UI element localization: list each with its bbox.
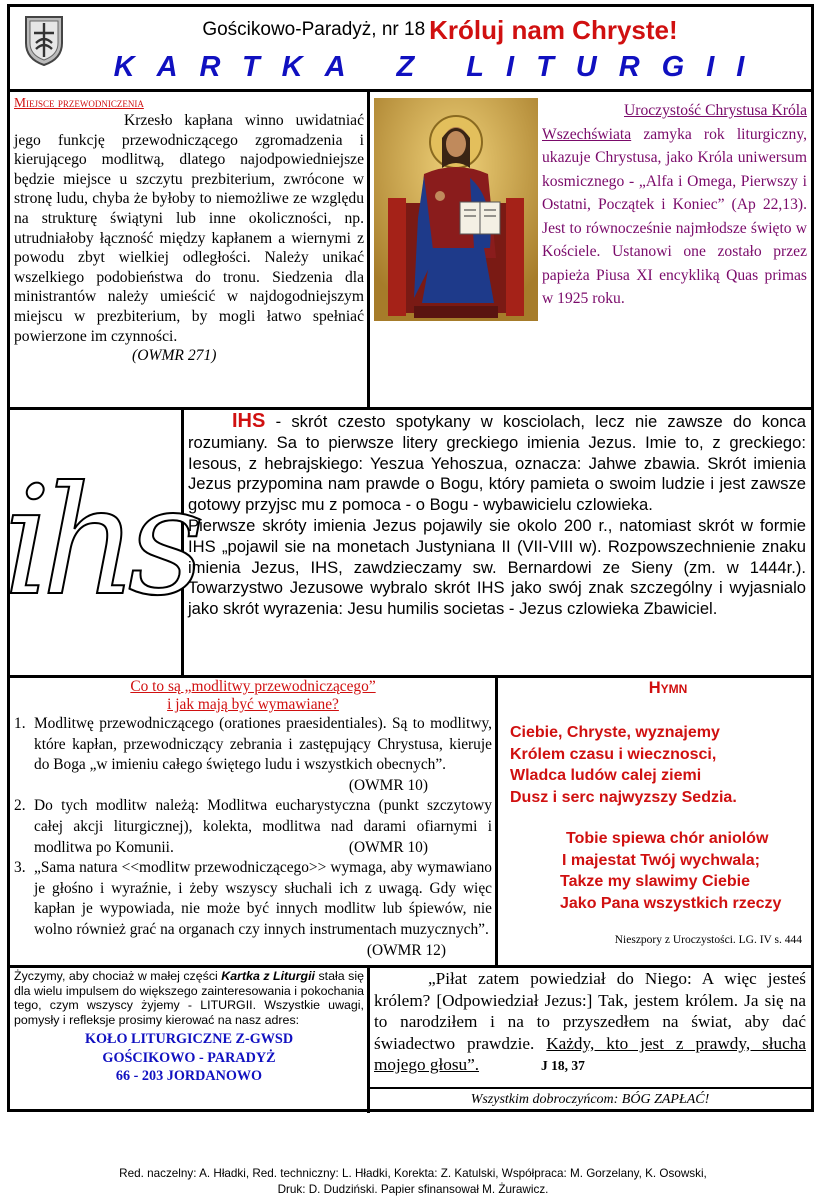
ihs-paragraph-1 [188, 411, 806, 516]
page-frame [3, 4, 814, 1112]
logo [22, 13, 66, 67]
divider [367, 965, 370, 1113]
place-issue: Gościkowo-Paradyż, nr 18 [202, 19, 426, 40]
hymn-line: Dusz i serc najwyzszy Sedzia. [510, 788, 737, 806]
uroczystosc-lead: Uroczystość Chrystusa Króla Wszechświata [542, 102, 807, 143]
modlitwy-list [14, 714, 492, 961]
item-number: 2. [14, 797, 26, 815]
item-text: „Sama natura <<modlitw przewodniczącego>> wymaga, aby wymawiano je głośno i wyraźnie, i żeby wszyscy słuchali ich z uwagą. Gdy więc kapłan je wypowiada, nie może być innych modlitw lub śpiewów, nie wolno również grać na organach czy innych instrumentach muzycznych”. [34, 859, 492, 938]
hymn-stanza-1 [500, 722, 806, 808]
miejsce-text: Krzesło kapłana winno uwidatniać jego funkcję przewodniczącego zgromadzenia i kierującego modlitwą, dlatego najodpowiedniejsze będzie miejsce u szczytu prezbiterium, zwrócone w stronę ludu, chyba że byłoby to niemożliwe ze względu na strukturę świątyni lub inne okoliczności, np. utrudniałoby łączność między kapłanem a wiernymi z powodu zbyt wielkiej odległości. Należy unikać wszelkiego podobieństwa do tronu. Siedzenia dla ministrantów należy umieścić w najdogodniejszym miejscu w prezbiterium, by mogli łatwo spełniać powierzone im czynności. [14, 112, 364, 345]
hymn-line: Takze my slawimy Ciebie [560, 873, 751, 890]
christ-king-icon-painting [374, 98, 538, 321]
hymn-line: Ciebie, Chryste, wyznajemy [510, 724, 720, 741]
address [14, 1030, 364, 1086]
pilat-underlined: Każdy, kto jest z prawdy, słucha mojego głosu”. [374, 1033, 806, 1075]
ihs-monogram-icon: ihs [3, 455, 195, 629]
ihs-monogram [3, 427, 195, 657]
item-number: 3. [14, 859, 26, 877]
pilat-text: „Piłat zatem powiedział do Niego: A więc jesteś królem? [Odpowiedział Jezus:] Tak, jestem królem. Ja się na to narodziłem i na to przyszedłem na świat, aby dać świadectwo prawdzie. [374, 969, 806, 1053]
motto: Króluj nam Chryste! [429, 15, 678, 45]
zyczymy-text [14, 969, 364, 1027]
item-source: (OWMR 10) [348, 776, 428, 794]
modlitwy-section [14, 678, 492, 961]
hymn-line: Tobie spiewa chór aniolów [566, 830, 769, 847]
hymn-heading: Hymn [648, 679, 688, 697]
item-text: Modlitwę przewodniczącego (orationes praesidentiales). Są to modlitwy, które kapłan, przewodniczący zebrania i zastępujący Chrystusa, kieruje do Boga „w imieniu całego świętego ludu i wszystkich obecnych”. [34, 715, 492, 774]
ihs-text [188, 411, 806, 620]
item-source: (OWMR 10) [348, 838, 428, 856]
address-line: 66 - 203 JORDANOWO [115, 1068, 263, 1085]
pilat-ref: J 18, 37 [541, 1058, 585, 1074]
divider [367, 89, 370, 407]
divider [367, 1087, 811, 1089]
list-item [14, 858, 492, 961]
hymn-stanza-2 [500, 828, 806, 914]
hymn-section [500, 679, 806, 946]
miejsce-source: (OWMR 271) [132, 347, 217, 365]
zyczymy-t1: Życzymy, aby chociaż w małej części [14, 969, 222, 983]
miejsce-section [14, 95, 364, 365]
hymn-line: I majestat Twój wychwala; [562, 851, 760, 869]
miejsce-heading: Miejsce przewodniczenia [14, 95, 144, 110]
hymn-line: Wladca ludów calej ziemi [510, 767, 702, 784]
credits-line: Druk: D. Dudziński. Papier sfinansował M. Żurawicz. [277, 1183, 549, 1196]
hymn-source: Nieszpory z Uroczystości. LG. IV s. 444 [614, 934, 802, 946]
item-number: 1. [14, 715, 26, 732]
divider [10, 89, 811, 92]
item-source: (OWMR 12) [366, 941, 446, 959]
modlitwy-heading-2: i jak mają być wymawiane? [167, 696, 339, 713]
church-emblem-icon [22, 13, 66, 67]
ihs-word: IHS [232, 410, 266, 432]
address-line: GOŚCIKOWO - PARADYŻ [102, 1049, 276, 1066]
hymn-line: Jako Pana wszystkich rzeczy [560, 894, 782, 912]
divider [495, 675, 498, 965]
modlitwy-heading-1: Co to są „modlitwy przewodniczącego” [130, 678, 376, 695]
list-item [14, 796, 492, 858]
pilat-quote [374, 968, 806, 1077]
page-title: KARTKA Z LITURGII [113, 51, 767, 83]
list-item [14, 714, 492, 796]
zyczymy-t2: stała się dla wielu impulsem do większego zainteresowania i pokochania tego, czym wszyscy żyjemy - LITURGII. Wszystkie uwagi, pomysły i refleksje prosimy kierować na nasz adres: [14, 969, 364, 1027]
item-text: Do tych modlitw należą: Modlitwa eucharystyczna (punkt szczytowy całej akcji liturgicznej), kolekta, modlitwa nad darami ofiarnymi i modlitwa po Komunii. [34, 797, 492, 856]
ihs-paragraph-2: Pierwsze skróty imienia Jezus pojawily sie okolo 200 r., natomiast skrót w formie IHS „pojawil sie na monetach Justyniana II (VII-VIII w). Rozpowszechnienie znaku imienia Jezus, IHS, zawdzieczamy sw. Bernardowi ze Sieny (zm. w 1444r.). Towarzystwo Jezusowe wybralo skrót IHS jako swój znak szczególny i wyjasnialo jako skrót wyrazenia: Jesu humilis societas - Jezus czlowieka Zbawiciel. [188, 515, 806, 619]
zyczymy-section [14, 969, 364, 1086]
header-line [70, 15, 810, 46]
address-line: KOŁO LITURGICZNE Z-GWSD [84, 1031, 294, 1048]
uroczystosc-text [542, 99, 807, 311]
divider [10, 407, 811, 410]
thanks: Wszystkim dobroczyńcom: BÓG ZAPŁAĆ! [470, 1092, 710, 1107]
kartka-name: Kartka z Liturgii [221, 969, 315, 983]
ihs-p1: - skrót czesto spotykany w kosciolach, lecz nie zawsze do konca rozumiany. Sa to pierwsze litery greckiego imienia Jezus. Imie to, z greckiego: Iesous, z hebrajskiego: Yeszua Yehoszua, oznacza: Jahwe zbawia. Skrót imienia Jezus przypomina nam prawde o Bogu, który pamieta o swoim ludzie i jest zawsze gotowy przyjsc mu z pomoca - o Bogu - wybawicielu czlowieka. [188, 412, 806, 515]
credits [0, 1166, 826, 1198]
uroczystosc-body: zamyka rok liturgiczny, ukazuje Chrystusa, jako Króla uniwersum kosmicznego - „Alfa i Omega, Pierwszy i Ostatni, Początek i Koniec” (Ap 22,13). Jest to równocześnie najmłodsze święto w Kościele. Ustanowi one zostało przez papieża Piusa XI encykliką Quas primas w 1925 roku. [542, 125, 807, 307]
pilat-section [374, 968, 806, 1077]
hymn-line: Królem czasu i wiecznosci, [510, 745, 717, 763]
credits-line: Red. naczelny: A. Hładki, Red. techniczny: L. Hładki, Korekta: Z. Katulski, Współpraca: M. Gorzelany, K. Osowski, [119, 1167, 707, 1180]
